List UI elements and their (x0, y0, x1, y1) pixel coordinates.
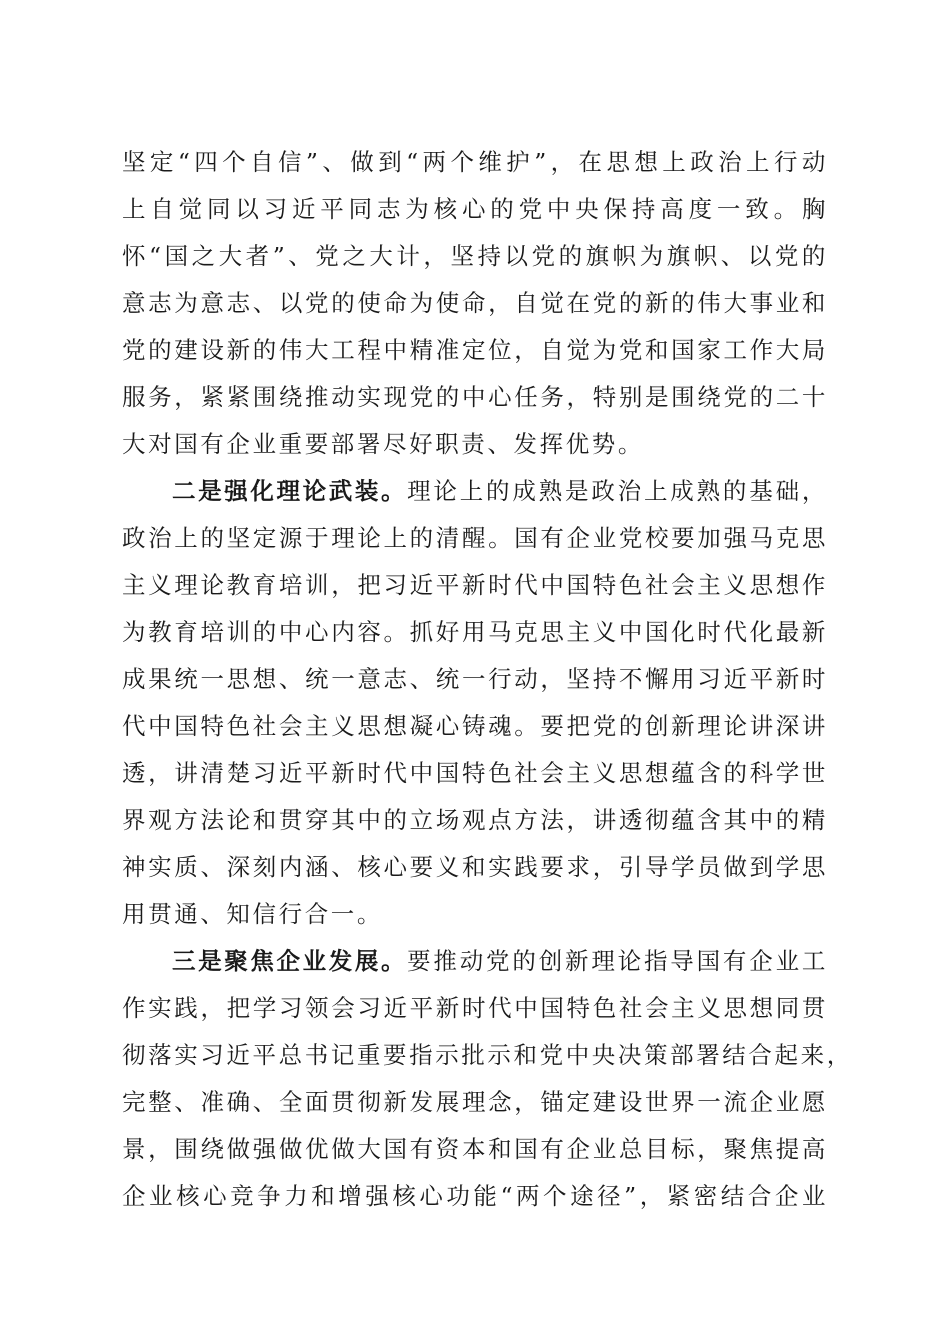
text-line: 上自觉同以习近平同志为核心的党中央保持高度一致。胸 (122, 195, 828, 223)
text-line: 怀“国之大者”、党之大计，坚持以党的旗帜为旗帜、以党的 (122, 242, 828, 270)
text-line: 界观方法论和贯穿其中的立场观点方法，讲透彻蕴含其中的精 (122, 806, 828, 834)
text-span: 要推动党的创新理论指导国有企业工 (407, 947, 828, 975)
text-line: 党的建设新的伟大工程中精准定位，自觉为党和国家工作大局 (122, 336, 828, 364)
text-line: 主义理论教育培训，把习近平新时代中国特色社会主义思想作 (122, 571, 828, 599)
section-heading: 三是聚焦企业发展。 (172, 947, 408, 975)
section-heading: 二是强化理论武装。 (172, 477, 408, 505)
text-line: 企业核心竞争力和增强核心功能“两个途径”，紧密结合企业 (122, 1182, 828, 1210)
text-line: 为教育培训的中心内容。抓好用马克思主义中国化时代化最新 (122, 618, 828, 646)
text-line: 坚定“四个自信”、做到“两个维护”，在思想上政治上行动 (122, 148, 828, 176)
paragraph-3 (122, 938, 853, 1220)
text-line: 意志为意志、以党的使命为使命，自觉在党的新的伟大事业和 (122, 289, 828, 317)
text-line: 景，围绕做强做优做大国有资本和国有企业总目标，聚焦提高 (122, 1135, 828, 1163)
text-line: 透，讲清楚习近平新时代中国特色社会主义思想蕴含的科学世 (122, 759, 828, 787)
paragraph-1 (122, 139, 828, 468)
paragraph-2 (122, 468, 828, 938)
text-line: 政治上的坚定源于理论上的清醒。国有企业党校要加强马克思 (122, 524, 828, 552)
text-line: 成果统一思想、统一意志、统一行动，坚持不懈用习近平新时 (122, 665, 828, 693)
text-line (122, 468, 828, 515)
text-line (122, 938, 828, 985)
text-line: 作实践，把学习领会习近平新时代中国特色社会主义思想同贯 (122, 994, 828, 1022)
text-line: 彻落实习近平总书记重要指示批示和党中央决策部署结合起来， (122, 1041, 853, 1069)
text-line: 大对国有企业重要部署尽好职责、发挥优势。 (122, 430, 644, 458)
text-line: 代中国特色社会主义思想凝心铸魂。要把党的创新理论讲深讲 (122, 712, 828, 740)
text-span: 理论上的成熟是政治上成熟的基础， (407, 477, 828, 505)
document-body (122, 139, 853, 1220)
text-line: 用贯通、知信行合一。 (122, 900, 383, 928)
text-line: 完整、准确、全面贯彻新发展理念，锚定建设世界一流企业愿 (122, 1088, 828, 1116)
text-line: 服务，紧紧围绕推动实现党的中心任务，特别是围绕党的二十 (122, 383, 828, 411)
text-line: 神实质、深刻内涵、核心要义和实践要求，引导学员做到学思 (122, 853, 828, 881)
